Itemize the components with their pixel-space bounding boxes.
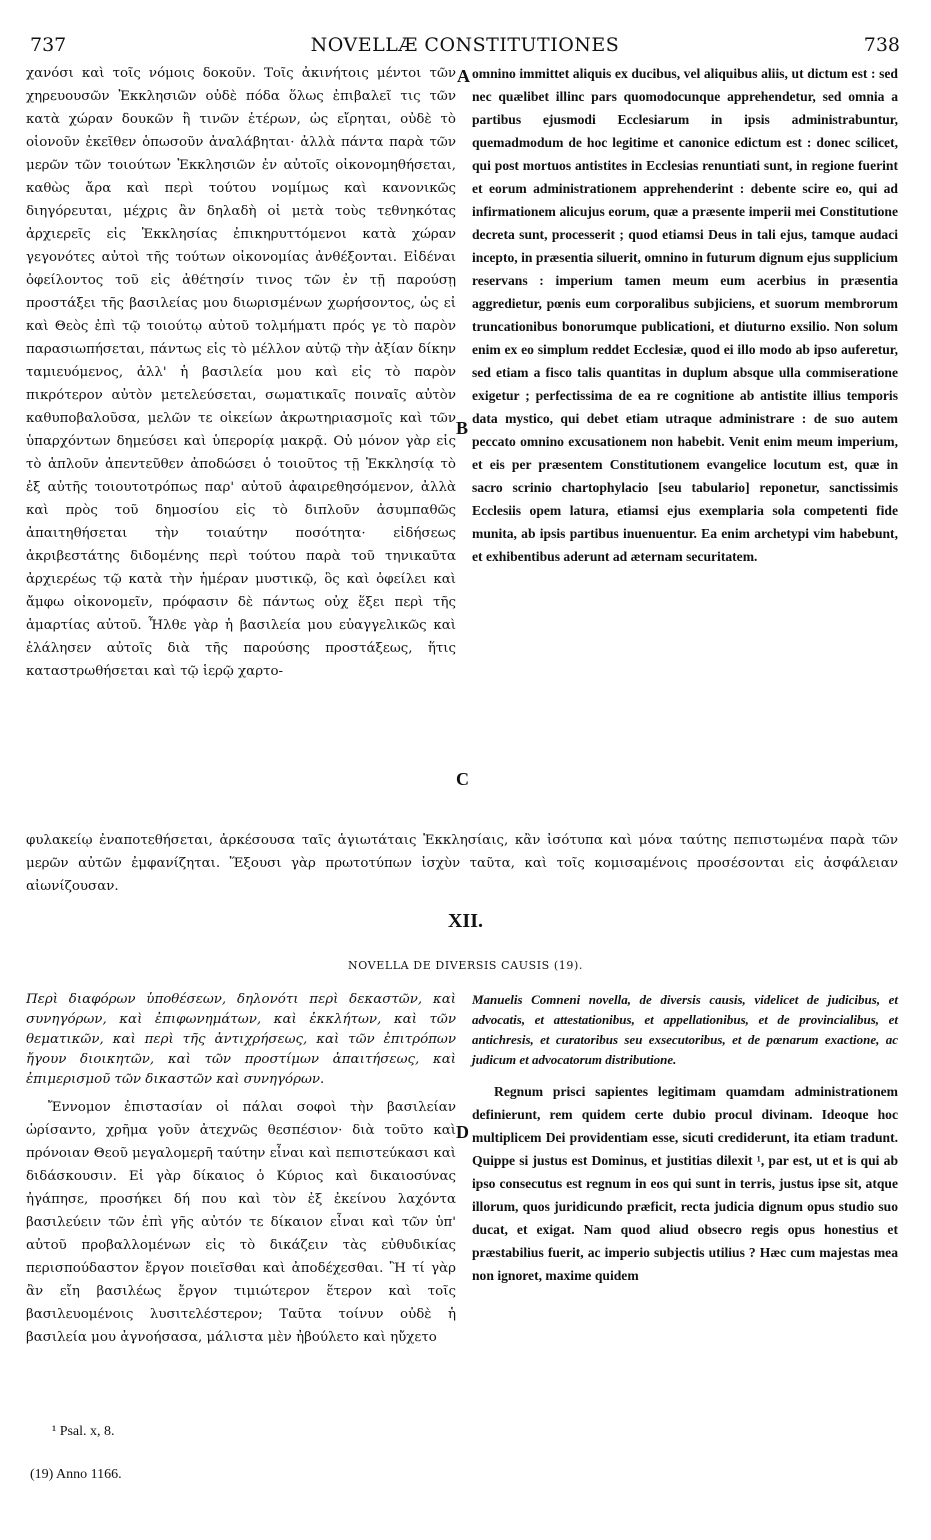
greek-body: Ἔννομον ἐπιστασίαν οἱ πάλαι σοφοὶ τὴν βασιλείαν ὡρίσαντο, χρῆμα γοῦν ἀτεχνῶς θεσπέσιον· διὰ τοῦτο καὶ πρόνοιαν Θεοῦ μεγαλομερῆ ταύτην εἶναι καὶ πεπιστεύκασι καὶ διδάσκουσιν. Εἰ γὰρ δίκαιος ὁ Κύριος καὶ δικαιοσύνας ἠγάπησε, προσήκει δή που καὶ τὸν ἐξ ἐκείνου λαχόντα βασιλεύειν τῶν ἐπὶ γῆς αὐτόν τε δίκαιον εἶναι καὶ τῶν ὑπ' αὐτοῦ προβαλλομένων εἰς τὸ δικάζειν τὰς εὐθυδικίας περισπούδαστον ἔργον ποιεῖσθαι καὶ ἀποδέχεσθαι. Ἢ τί γὰρ ἂν εἴη βασιλέως ἔργον τιμιώτερον ἕτερον καὶ τοῖς βασιλευομένοις λυσιτελέστερον; Ταῦτα τοίνυν οὐδὲ ἡ βασιλεία μου ἀγνοήσασα, μάλιστα μὲν ἠβούλετο καὶ ηὔχετο	[26, 1100, 456, 1345]
novella-title: NOVELLA DE DIVERSIS CAUSIS (19).	[348, 959, 583, 972]
greek-heading: Περὶ διαφόρων ὑποθέσεων, δηλονότι περὶ δεκαστῶν, καὶ συνηγόρων, καὶ ἐπιφωνημάτων, καὶ ἐκκλήτων, καὶ τῶν θεματικῶν, καὶ περὶ τῆς ἀντιχρήσεως, καὶ τῶν ἐπιτρόπων ἤγουν διοικητῶν, καὶ τῶν προστίμων ἀπαιτήσεως, καὶ ἐπιμερισμοῦ τῶν δικαστῶν καὶ συνηγόρων.	[26, 992, 456, 1087]
latin-body: Regnum prisci sapientes legitimam quamdam administrationem definierunt, rem quidem certe dubio procul divinam. Ideoque hoc multiplicem Dei providentiam esse, sicuti crediderunt, ita etiam tradunt. Quippe si justus est Dominus, et justitias dilexit ¹, par est, ut et is qui ab ipso consecutus est regnum in eos qui sunt in terris, justus ipse sit, atque illorum, quos juridicundo præficit, recta judicia dignum opus studio suo ducat, et exigat. Nam quod aliud obsecro regis opus honestius et præstabilius fuerit, ac imperio subjectis utilius ? Hæc cum majestas mea non ignoret, maxime quidem	[472, 1084, 898, 1283]
date-note: (19) Anno 1166.	[30, 1467, 122, 1482]
margin-marker-b: B	[456, 418, 469, 438]
full-width-paragraph	[26, 816, 898, 912]
page-header	[30, 34, 900, 60]
margin-marker-a: A	[457, 66, 470, 86]
running-title: NOVELLÆ CONSTITUTIONES	[310, 34, 620, 56]
latin-column-bottom	[472, 990, 898, 1410]
right-page-number: 738	[863, 34, 900, 56]
margin-marker-d: D	[456, 1122, 469, 1142]
greek-column-bottom	[26, 990, 456, 1410]
left-page-number: 737	[30, 34, 67, 56]
greek-text-full: φυλακείῳ ἐναποτεθήσεται, ἀρκέσουσα ταῖς ἁγιωτάταις Ἐκκλησίαις, κἂν ἰσότυπα καὶ μόνα ταύτης πεπιστωμένα παρὰ τῶν μερῶν αὐτῶν ἐμφανίζηται. Ἕξουσι γὰρ πρωτοτύπων ἰσχὺν ταῦτα, καὶ τοῖς κομισαμένοις προσέσονται εἰς ἀσφάλειαν αἰωνίζουσαν.	[26, 833, 898, 895]
latin-text-top: omnino immittet aliquis ex ducibus, vel aliquibus aliis, ut dictum est : sed nec quælibet illinc pars quomodocunque apprehendetur, sed omnia a partibus ejusmodi Ecclesiarum in ipsis administrabuntur, quemadmodum de hoc legitime et canonice edictum est : donec scilicet, qui post mortuos antistites in Ecclesias renuntiati sunt, in regione fuerint et eorum administrationem apprehenderint : debente scire eo, qui ad infirmationem alicujus eorum, quæ a præsente imperii mei Constitutione decreta sunt, processerit ; quod etiamsi Deus in tali ejus, tamque audaci incepto, in præsentia siluerit, omnino in futurum dignum ejus supplicium reservans : imperium tamen meum eum acerbius in præsentia aggredietur, pœnis eum corporalibus subjiciens, et suorum membrorum truncationibus bonorumque publicationi, et diuturno exsilio. Non solum enim ex eo simplum reddet Ecclesiæ, quod ei illo modo ab ipso auferetur, sed etiam a fisco talis quantitas in duplum absque ulla commiseratione exigetur ; perfectissima de ea re cognitione ab antistite illius temporis data mystico, qui debet etiam utraque administrare : de suo autem peccato omnino excusationem non habebit. Venit enim meum imperium, et eis per præsentem Constitutionem evangelice locutum est, quæ in sacro scrinio chartophylacio [seu tabulario] reponetur, sanctissimis Ecclesiis opem latura, etiamsi ejus exemplaria sola competenti fide munita, ab ipsis partibus inuenuentur. Ea enim archetypi vim habebunt, et exhibentibus aderunt ad æternam securitatem.	[472, 66, 898, 564]
latin-column-top	[472, 62, 898, 806]
latin-heading: Manuelis Comneni novella, de diversis causis, videlicet de judicibus, et advocatis, et attestationibus, et appellationibus, et de provincialibus, et antichresis, et curatoribus seu exsecutoribus, et de pœnarum exactione, ac judicum et advocatorum distributione.	[472, 992, 898, 1067]
footnote: ¹ Psal. x, 8.	[52, 1424, 115, 1439]
greek-text-top: χανόσι καὶ τοῖς νόμοις δοκοῦν. Τοῖς ἀκινήτοις μέντοι τῶν χηρευουσῶν Ἐκκλησιῶν οὐδὲ πόδα ὅλως ἐπιβαλεῖ τις τῶν κατὰ χώραν δουκῶν ἢ τινῶν ἑτέρων, ὡς εἴρηται, οὐδὲ τὸ οἱονοῦν ἐκεῖθεν ὁπωσοῦν ἀναλάβηται· ἀλλὰ πάντα παρὰ τῶν μερῶν τῶν τοιούτων Ἐκκλησιῶν ἐν αὐτοῖς οἰκονομηθήσεται, καθὼς ἄρα καὶ περὶ τούτου νομίμως καὶ κανονικῶς διηγόρευται, μέχρις ἂν δηλαδὴ οἱ μετὰ τοὺς τεθνηκότας ἀρχιερεῖς εἰς Ἐκκλησίας ἐπικηρυττόμενοι κατὰ χώραν γεγονότες αὐτοὶ τῆς τούτων οἰκονομίας ἀνθέξονται. Εἰδέναι ὀφείλοντος τοῦ εἰς ἀθέτησίν τινος τῶν ἐν τῇ παρούσῃ προστάξει τῆς βασιλείας μου διωρισμένων χωρήσοντος, ὡς εἰ καὶ Θεὸς ἐπὶ τῷ τοιούτῳ αὐτοῦ τολμήματι πρός γε τὸ παρὸν παρασιωπήσεται, πάντως εἰς τὸ μέλλον αὐτῷ τὴν ἀξίαν δίκην ταμιευόμενος, ἀλλ' ἡ βασιλεία μου καὶ εἰς τὸ παρὸν πικρότερον αὐτὸν μετελεύσεται, σωματικαῖς ποιναῖς αὐτὸν καθυποβαλοῦσα, μελῶν τε οἰκείων ἀκρωτηριασμοῖς καὶ τῶν ὑπαρχόντων δημεύσει καὶ ὑπερορίᾳ μακρᾷ. Οὐ μόνον γὰρ εἰς τὸ ἁπλοῦν ἀπεντεῦθεν ἀποδώσει ὁ τοιοῦτος τῇ Ἐκκλησίᾳ τὸ ἐξ αὐτῆς τοιουτοτρόπως παρ' αὐτοῦ ἀφαιρεθησόμενον, ἀλλὰ καὶ πρὸς τοῦ δημοσίου εἰς τὸ διπλοῦν ἀσυμπαθῶς ἀπαιτηθήσεται τὴν τοιαύτην ποσότητα· εἰδήσεως ἀκριβεστάτης διδομένης περὶ τούτου παρὰ τοῦ τηνικαῦτα ἀρχιερέως τῷ κατὰ τὴν ἡμέραν μυστικῷ, ὃς καὶ ὀφείλει καὶ ἄμφω οἰκονομεῖν, πρόφασιν δὲ πάντως οὐχ ἕξει περὶ τῆς ἁμαρτίας αὐτοῦ. Ἦλθε γὰρ ἡ βασιλεία μου εὐαγγελικῶς καὶ ἐλάλησεν αὐτοῖς διὰ τῆς παρούσης προστάξεως, ἥτις καταστρωθήσεται καὶ τῷ ἱερῷ χαρτο-	[26, 66, 456, 679]
greek-column-top	[26, 62, 456, 806]
margin-marker-c: C	[456, 769, 469, 789]
section-number: XII.	[447, 910, 483, 932]
